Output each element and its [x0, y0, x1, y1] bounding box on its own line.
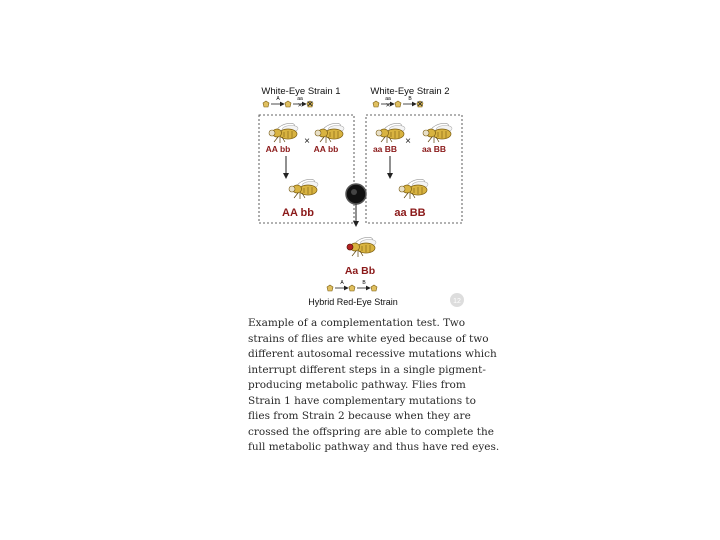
strain1-offspring-genotype: AA bb: [282, 207, 314, 219]
hybrid-title: Hybrid Red-Eye Strain: [308, 297, 398, 307]
strain1-offspring-fly-icon: [289, 177, 318, 199]
caption-line: flies from Strain 2 because when they are: [248, 410, 471, 422]
strain2-parent1-fly-icon: [376, 121, 405, 143]
strain2-parent2-fly-icon: [423, 121, 452, 143]
hybrid-step1-label: A: [340, 280, 344, 286]
hybrid-fly-icon: [347, 235, 376, 257]
hybrid-pathway: [327, 280, 377, 291]
hybrid-genotype: Aa Bb: [344, 265, 376, 277]
caption-line: Strain 1 have complementary mutations to: [248, 394, 476, 407]
strain2-step2-label: B: [408, 96, 412, 102]
strain1-cross-symbol: ×: [304, 136, 310, 147]
strain1-title: White-Eye Strain 1: [261, 86, 341, 97]
caption-line: different autosomal recessive mutations which: [248, 348, 497, 360]
strain1-parent1-fly-icon: [269, 121, 298, 143]
strain1-block-icon: ✕: [297, 103, 303, 109]
complementation-diagram: [238, 60, 486, 320]
strain2-block-icon: ✕: [385, 103, 391, 109]
strain2-title: White-Eye Strain 2: [370, 86, 450, 97]
intermediate-icon: [285, 101, 291, 107]
pigment-product-icon: [371, 285, 377, 291]
intermediate-icon: [349, 285, 355, 291]
strain2-step1-label: aa: [385, 96, 391, 102]
strain1-parent2-genotype: AA bb: [313, 144, 339, 154]
precursor-icon: [373, 101, 379, 107]
strain2-parent2-genotype: aa BB: [421, 144, 447, 154]
strain2-offspring-fly-icon: [399, 177, 428, 199]
caption-line: Example of a complementation test. Two: [248, 317, 466, 329]
caption-line: strains of flies are white eyed because of two: [248, 332, 489, 345]
strain2-offspring-genotype: aa BB: [394, 207, 426, 219]
figure-caption: [248, 316, 500, 456]
strain1-no-product-icon: ✕: [306, 99, 314, 109]
precursor-icon: [327, 285, 333, 291]
strain2-parent1-genotype: aa BB: [372, 144, 398, 154]
watermark-number: 12: [453, 298, 461, 305]
caption-line: interrupt different steps in a single pigment-: [248, 363, 486, 376]
caption-line: crossed the offspring are able to complete the: [248, 425, 494, 438]
caption-line: full metabolic pathway and thus have red eyes.: [248, 441, 500, 453]
strain1-step2-label: aa: [297, 96, 303, 102]
caption-line: producing metabolic pathway. Flies from: [248, 379, 466, 391]
strain2-cross-symbol: ×: [405, 136, 411, 147]
blocked-intermediate-icon: [395, 101, 401, 107]
strain1-parent1-genotype: AA bb: [265, 144, 291, 154]
strain2-pathway: [373, 96, 424, 109]
hybrid-step2-label: B: [362, 280, 366, 286]
strain1-step1-label: A: [276, 96, 280, 102]
strain1-pathway: [263, 96, 314, 109]
precursor-icon: [263, 101, 269, 107]
strain2-no-product-icon: ✕: [416, 99, 424, 109]
strain1-parent2-fly-icon: [315, 121, 344, 143]
